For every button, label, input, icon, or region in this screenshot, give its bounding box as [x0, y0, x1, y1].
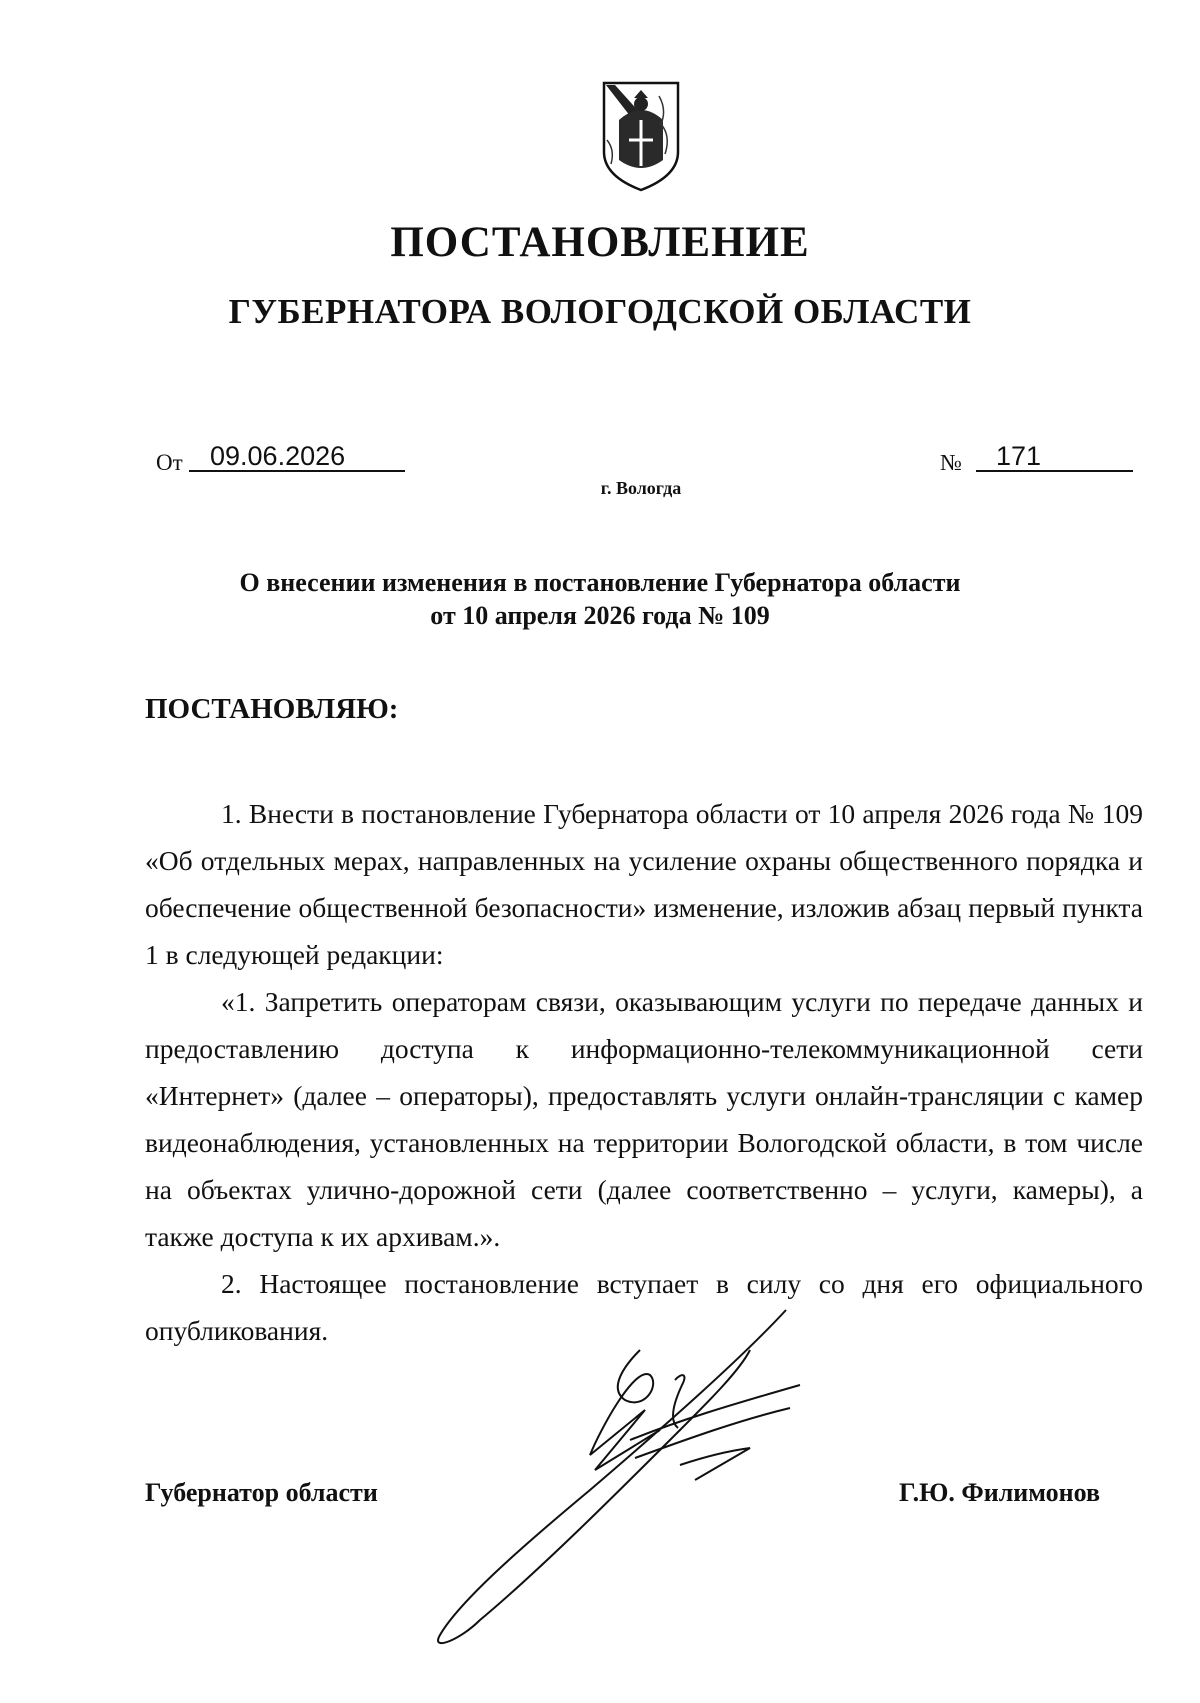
number-label: №: [940, 450, 962, 475]
subject-line-2: от 10 апреля 2026 года № 109: [430, 601, 770, 630]
paragraph-1: 1. Внести в постановление Губернатора области от 10 апреля 2026 года № 109 «Об отдельных мерах, направленных на усиление охраны общественного порядка и обеспечение общественной безопасности» изменение, изложив абзац первый пункта 1 в следующей редакции:: [145, 798, 1143, 970]
document-subject: [0, 566, 1200, 632]
date-value: 09.06.2026: [210, 441, 346, 471]
date-label: От: [156, 450, 183, 475]
paragraph-2: «1. Запретить операторам связи, оказывающим услуги по передаче данных и предоставлению доступа к информационно-телекоммуникационной сети «Интернет» (далее – операторы), предоставлять услуги онлайн-трансляции с камер видеонаблюдения, установленных на территории Вологодской области, в том числе на объектах улично-дорожной сети (далее соответственно – услуги, камеры), а также доступа к их архивам.».: [145, 986, 1143, 1252]
signer-name: Г.Ю. Филимонов: [899, 1478, 1101, 1507]
document-body: [145, 790, 1143, 1354]
city-label: г. Вологда: [600, 478, 682, 498]
document-title: ПОСТАНОВЛЕНИЕ: [390, 219, 810, 266]
signer-title: Губернатор области: [145, 1478, 378, 1507]
decree-heading: ПОСТАНОВЛЯЮ:: [145, 693, 399, 725]
document-issuer: ГУБЕРНАТОРА ВОЛОГОДСКОЙ ОБЛАСТИ: [228, 292, 972, 331]
coat-of-arms-icon: [601, 80, 681, 194]
subject-line-1: О внесении изменения в постановление Губернатора области: [239, 568, 961, 597]
number-value: 171: [996, 441, 1042, 471]
handwritten-signature: [420, 1290, 920, 1650]
paragraph-3: 2. Настоящее постановление вступает в силу со дня его официального опубликования.: [145, 1268, 1143, 1346]
